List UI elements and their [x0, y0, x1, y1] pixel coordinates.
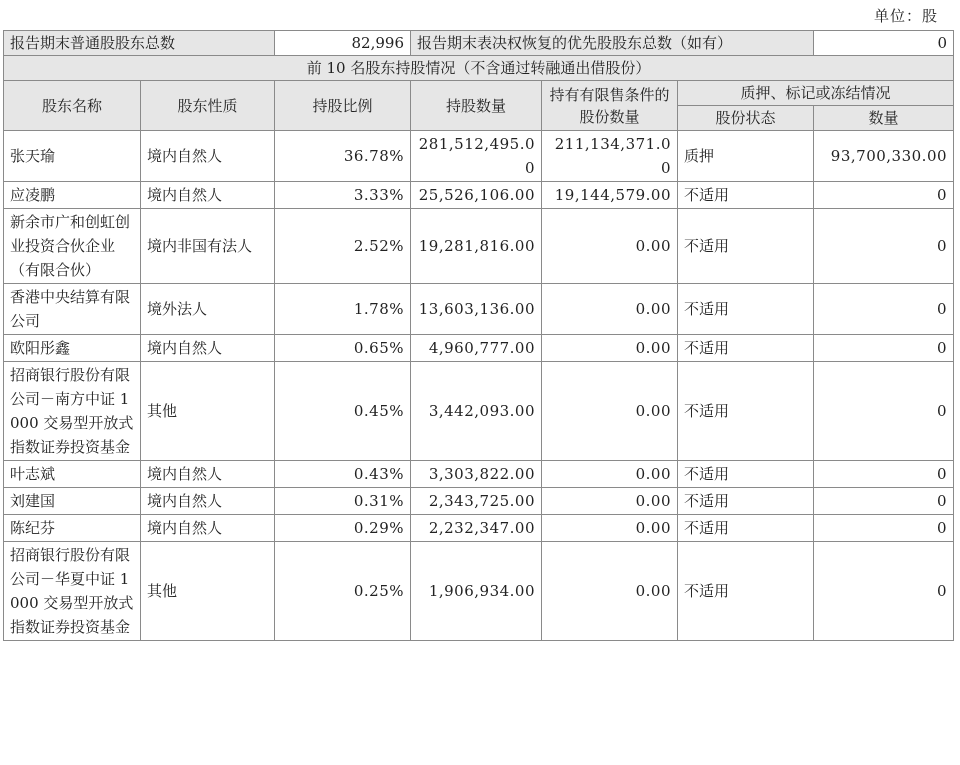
cell-quantity: 281,512,495.00	[411, 131, 542, 182]
cell-name: 陈纪芬	[4, 515, 141, 542]
cell-pledge-qty: 0	[814, 182, 954, 209]
cell-ratio: 0.29%	[275, 515, 411, 542]
cell-status: 不适用	[678, 182, 814, 209]
cell-nature: 境外法人	[141, 284, 275, 335]
table-row	[4, 461, 954, 488]
cell-name: 招商银行股份有限公司－南方中证 1000 交易型开放式指数证券投资基金	[4, 362, 141, 461]
table-row	[4, 542, 954, 641]
table-row	[4, 182, 954, 209]
header-pledge-group: 质押、标记或冻结情况	[678, 81, 954, 106]
cell-status: 不适用	[678, 284, 814, 335]
cell-quantity: 13,603,136.00	[411, 284, 542, 335]
cell-ratio: 0.25%	[275, 542, 411, 641]
table-row	[4, 131, 954, 182]
cell-restricted: 0.00	[542, 335, 678, 362]
header-nature: 股东性质	[141, 81, 275, 131]
header-restricted: 持有有限售条件的股份数量	[542, 81, 678, 131]
cell-pledge-qty: 93,700,330.00	[814, 131, 954, 182]
common-holders-value: 82,996	[275, 31, 411, 56]
cell-name: 张天瑜	[4, 131, 141, 182]
table-row	[4, 488, 954, 515]
cell-quantity: 4,960,777.00	[411, 335, 542, 362]
cell-status: 不适用	[678, 515, 814, 542]
cell-nature: 境内自然人	[141, 515, 275, 542]
cell-name: 欧阳彤鑫	[4, 335, 141, 362]
summary-row	[4, 31, 954, 56]
cell-nature: 其他	[141, 542, 275, 641]
cell-name: 招商银行股份有限公司－华夏中证 1000 交易型开放式指数证券投资基金	[4, 542, 141, 641]
table-row	[4, 335, 954, 362]
cell-ratio: 36.78%	[275, 131, 411, 182]
cell-quantity: 3,303,822.00	[411, 461, 542, 488]
cell-name: 新余市广和创虹创业投资合伙企业（有限合伙）	[4, 209, 141, 284]
header-quantity: 持股数量	[411, 81, 542, 131]
cell-ratio: 0.45%	[275, 362, 411, 461]
cell-restricted: 211,134,371.00	[542, 131, 678, 182]
table-row	[4, 515, 954, 542]
cell-quantity: 3,442,093.00	[411, 362, 542, 461]
cell-nature: 境内自然人	[141, 335, 275, 362]
cell-restricted: 0.00	[542, 461, 678, 488]
preferred-holders-label: 报告期末表决权恢复的优先股股东总数（如有）	[411, 31, 814, 56]
header-row-1	[4, 81, 954, 106]
cell-quantity: 2,343,725.00	[411, 488, 542, 515]
preferred-holders-value: 0	[814, 31, 954, 56]
table-row	[4, 284, 954, 335]
shareholder-table	[3, 30, 954, 641]
table-row	[4, 209, 954, 284]
header-pledge-status: 股份状态	[678, 106, 814, 131]
cell-quantity: 1,906,934.00	[411, 542, 542, 641]
cell-status: 不适用	[678, 461, 814, 488]
cell-pledge-qty: 0	[814, 542, 954, 641]
cell-nature: 境内自然人	[141, 131, 275, 182]
cell-nature: 境内非国有法人	[141, 209, 275, 284]
cell-ratio: 3.33%	[275, 182, 411, 209]
cell-name: 刘建国	[4, 488, 141, 515]
cell-pledge-qty: 0	[814, 284, 954, 335]
cell-nature: 境内自然人	[141, 182, 275, 209]
cell-restricted: 0.00	[542, 284, 678, 335]
cell-ratio: 0.43%	[275, 461, 411, 488]
common-holders-label: 报告期末普通股股东总数	[4, 31, 275, 56]
cell-quantity: 25,526,106.00	[411, 182, 542, 209]
cell-restricted: 0.00	[542, 488, 678, 515]
table-row	[4, 362, 954, 461]
section-title-row	[4, 56, 954, 81]
cell-name: 应凌鹏	[4, 182, 141, 209]
cell-restricted: 0.00	[542, 542, 678, 641]
cell-status: 不适用	[678, 362, 814, 461]
cell-ratio: 1.78%	[275, 284, 411, 335]
cell-status: 质押	[678, 131, 814, 182]
cell-restricted: 0.00	[542, 515, 678, 542]
cell-ratio: 2.52%	[275, 209, 411, 284]
cell-status: 不适用	[678, 542, 814, 641]
cell-nature: 其他	[141, 362, 275, 461]
unit-label: 单位：股	[873, 7, 938, 25]
header-name: 股东名称	[4, 81, 141, 131]
cell-quantity: 2,232,347.00	[411, 515, 542, 542]
cell-pledge-qty: 0	[814, 488, 954, 515]
cell-pledge-qty: 0	[814, 209, 954, 284]
cell-status: 不适用	[678, 209, 814, 284]
cell-nature: 境内自然人	[141, 488, 275, 515]
cell-status: 不适用	[678, 488, 814, 515]
cell-pledge-qty: 0	[814, 515, 954, 542]
section-title: 前 10 名股东持股情况（不含通过转融通出借股份）	[4, 56, 954, 81]
cell-quantity: 19,281,816.00	[411, 209, 542, 284]
cell-pledge-qty: 0	[814, 335, 954, 362]
cell-name: 叶志斌	[4, 461, 141, 488]
cell-ratio: 0.31%	[275, 488, 411, 515]
cell-ratio: 0.65%	[275, 335, 411, 362]
header-pledge-qty: 数量	[814, 106, 954, 131]
cell-nature: 境内自然人	[141, 461, 275, 488]
cell-status: 不适用	[678, 335, 814, 362]
cell-pledge-qty: 0	[814, 461, 954, 488]
header-ratio: 持股比例	[275, 81, 411, 131]
cell-restricted: 0.00	[542, 362, 678, 461]
cell-pledge-qty: 0	[814, 362, 954, 461]
cell-restricted: 19,144,579.00	[542, 182, 678, 209]
cell-name: 香港中央结算有限公司	[4, 284, 141, 335]
cell-restricted: 0.00	[542, 209, 678, 284]
